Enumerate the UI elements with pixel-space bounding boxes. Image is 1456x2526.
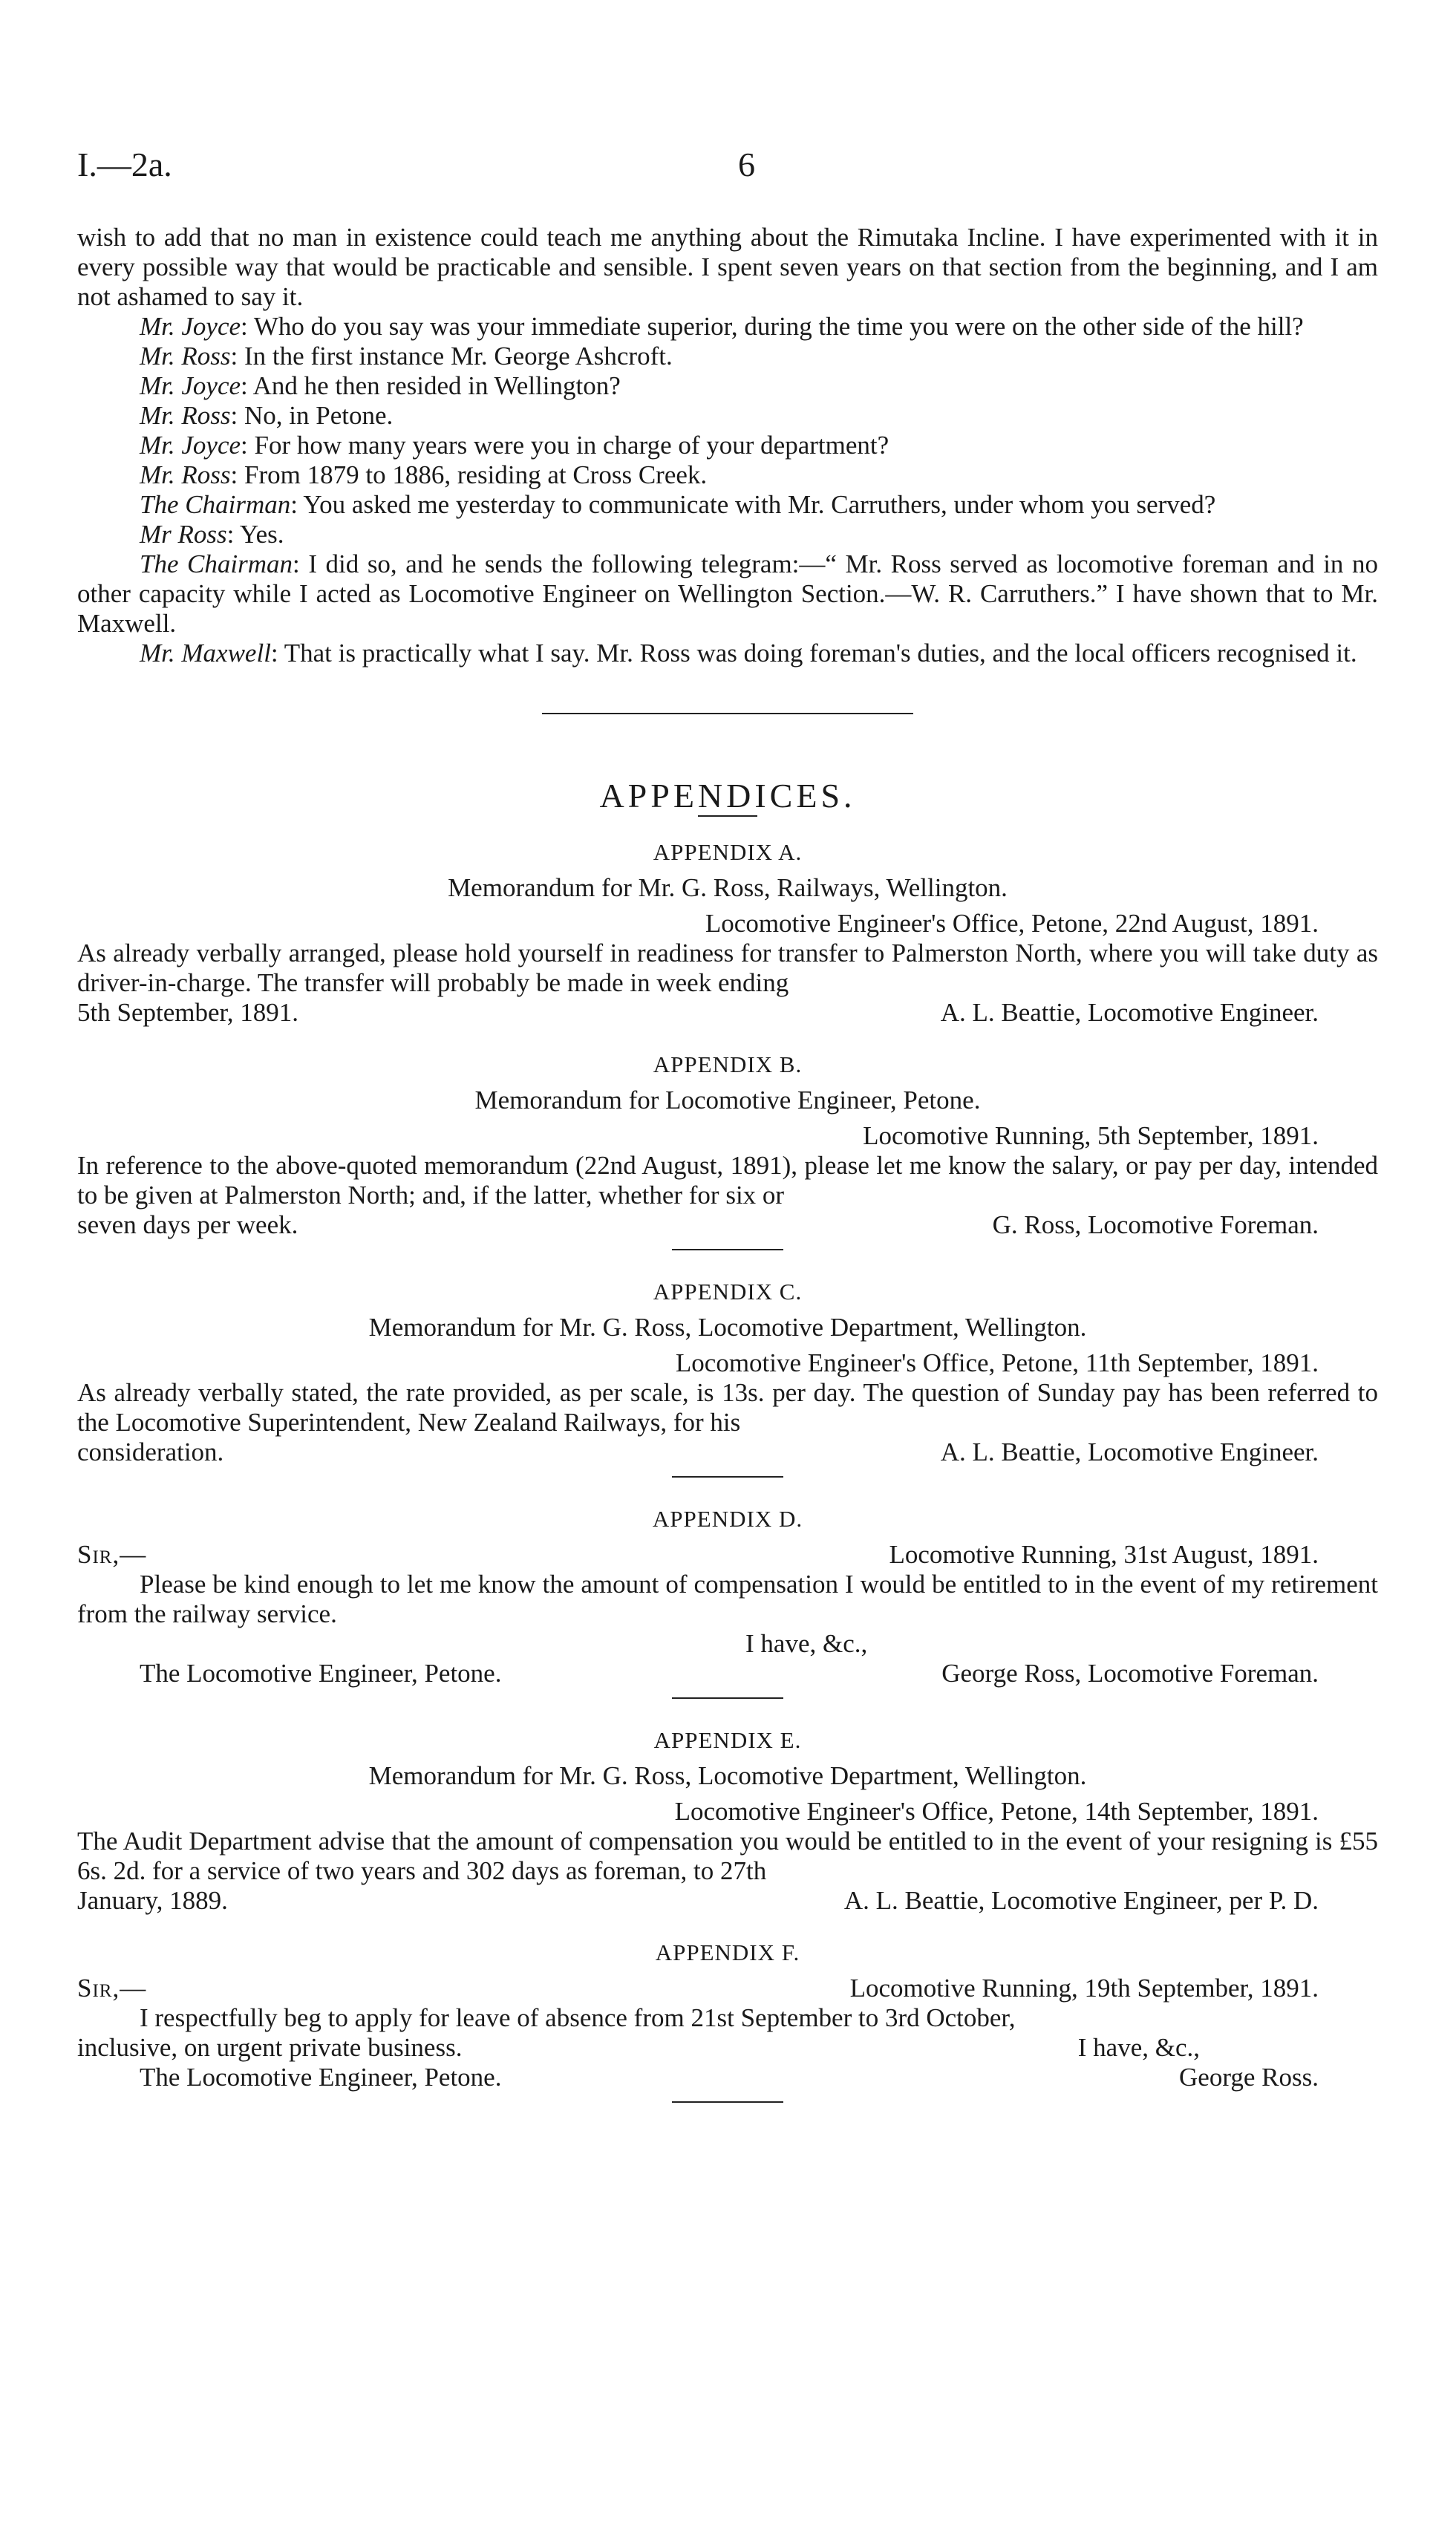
letter-addressee: The Locomotive Engineer, Petone. xyxy=(140,2063,502,2092)
document-reference: I.—2a. xyxy=(77,146,172,183)
memo-origin: Locomotive Engineer's Office, Petone, 14th September, 1891. xyxy=(674,1797,1319,1826)
transcript-paragraph: Mr. Ross: In the first instance Mr. George Ashcroft. xyxy=(140,342,673,371)
memo-last-line: January, 1889. xyxy=(77,1886,228,1915)
transcript-paragraph: Mr. Ross: No, in Petone. xyxy=(140,401,394,430)
letter-salutation-row xyxy=(77,1540,1378,1570)
memorandum-line: Memorandum for Mr. G. Ross, Railways, Wellington. xyxy=(448,873,1008,902)
memo-origin: Locomotive Running, 5th September, 1891. xyxy=(863,1121,1319,1150)
appendix-a xyxy=(77,838,1378,1028)
appendix-d xyxy=(77,1504,1378,1688)
letter-closing: I have, &c., xyxy=(1077,2033,1200,2062)
appendix-heading: APPENDIX C. xyxy=(653,1279,803,1305)
appendix-divider xyxy=(672,1249,783,1250)
letter-closing: I have, &c., xyxy=(745,1629,868,1658)
page-header xyxy=(77,145,1379,189)
memo-origin: Locomotive Engineer's Office, Petone, 11th September, 1891. xyxy=(675,1348,1319,1377)
memo-last-line: consideration. xyxy=(77,1437,224,1466)
letter-signature: George Ross, Locomotive Foreman. xyxy=(941,1659,1319,1688)
memo-body: As already verbally stated, the rate provided, as per scale, is 13s. per day. The question of Sunday pay has been referred to the Locomotive Superintendent, New Zealand Railways, for his xyxy=(77,1378,1378,1437)
speaker-name: Mr. Ross xyxy=(140,401,231,430)
transcript-paragraph: Mr. Joyce: Who do you say was your immediate superior, during the time you were on the other side of the hill? xyxy=(140,312,1304,341)
letter-salutation: Sir,— xyxy=(77,1974,147,2003)
speaker-name: Mr. Joyce xyxy=(140,312,241,341)
appendix-b xyxy=(77,1050,1378,1240)
transcript-paragraph: Mr. Maxwell: That is practically what I say. Mr. Ross was doing foreman's duties, and the local officers recognised it. xyxy=(140,639,1357,668)
transcript-paragraph: Mr. Joyce: And he then resided in Wellington? xyxy=(140,371,621,400)
memo-last-line: seven days per week. xyxy=(77,1210,298,1239)
speaker-name: Mr. Ross xyxy=(140,460,231,489)
memo-last-line: 5th September, 1891. xyxy=(77,998,298,1027)
memo-closing-line xyxy=(77,998,1378,1028)
appendix-divider xyxy=(672,1697,783,1699)
appendix-divider xyxy=(672,1476,783,1478)
page-number: 6 xyxy=(738,146,755,183)
appendix-heading: APPENDIX D. xyxy=(652,1506,803,1532)
title-underline xyxy=(698,815,757,817)
memo-closing-line xyxy=(77,1437,1378,1467)
document-body xyxy=(77,223,1378,2130)
speaker-name: The Chairman xyxy=(140,490,291,519)
speaker-name: Mr. Maxwell xyxy=(140,639,271,668)
memo-closing-line xyxy=(77,1210,1378,1240)
transcript-paragraph: The Chairman: I did so, and he sends the following telegram:—“ Mr. Ross served as locomotive foreman and in no other capacity while I acted as Locomotive Engineer on Wellington Section.—W. R. Carruthers.” I have shown that to Mr. Maxwell. xyxy=(77,549,1378,638)
speaker-name: Mr Ross xyxy=(140,520,227,549)
letter-signoff-row xyxy=(77,2063,1378,2092)
memo-body: As already verbally arranged, please hold yourself in readiness for transfer to Palmerston North, where you will take duty as driver-in-charge. The transfer will probably be made in week ending xyxy=(77,939,1378,997)
memo-signature: A. L. Beattie, Locomotive Engineer. xyxy=(940,998,1319,1027)
letter-signature: George Ross. xyxy=(1179,2063,1319,2092)
speaker-name: Mr. Joyce xyxy=(140,431,241,460)
speaker-name: Mr. Joyce xyxy=(140,371,241,400)
memo-signature: A. L. Beattie, Locomotive Engineer. xyxy=(940,1437,1319,1466)
memo-origin: Locomotive Engineer's Office, Petone, 22nd August, 1891. xyxy=(705,909,1319,938)
transcript-paragraph: wish to add that no man in existence could teach me anything about the Rimutaka Incline. I have experimented with it in every possible way that would be practicable and sensible. I spent seven years on that section from the beginning, and I am not ashamed to say it. xyxy=(77,223,1378,311)
speaker-name: Mr. Ross xyxy=(140,342,231,371)
memorandum-line: Memorandum for Mr. G. Ross, Locomotive Department, Wellington. xyxy=(368,1313,1087,1342)
memorandum-line: Memorandum for Locomotive Engineer, Petone. xyxy=(474,1086,981,1114)
letter-addressee: The Locomotive Engineer, Petone. xyxy=(140,1659,502,1688)
letter-body-closing-row xyxy=(77,2033,1378,2063)
memo-signature: A. L. Beattie, Locomotive Engineer, per P. D. xyxy=(843,1886,1319,1915)
letter-body: I respectfully beg to apply for leave of absence from 21st September to 3rd October, xyxy=(140,2003,1016,2032)
letter-salutation: Sir,— xyxy=(77,1540,147,1569)
evidence-transcript xyxy=(77,223,1378,668)
appendix-e xyxy=(77,1726,1378,1916)
end-divider xyxy=(672,2101,783,2103)
speaker-name: The Chairman xyxy=(140,549,293,578)
memo-body: In reference to the above-quoted memorandum (22nd August, 1891), please let me know the salary, or pay per day, intended to be given at Palmerston North; and, if the latter, whether for six or xyxy=(77,1151,1378,1210)
appendix-c xyxy=(77,1277,1378,1467)
letter-origin: Locomotive Running, 31st August, 1891. xyxy=(889,1540,1319,1569)
memo-signature: G. Ross, Locomotive Foreman. xyxy=(992,1210,1319,1239)
transcript-paragraph: Mr Ross: Yes. xyxy=(140,520,284,549)
appendix-heading: APPENDIX B. xyxy=(653,1051,803,1077)
letter-signoff-row xyxy=(77,1659,1378,1688)
transcript-paragraph: Mr. Ross: From 1879 to 1886, residing at Cross Creek. xyxy=(140,460,708,489)
memo-closing-line xyxy=(77,1886,1378,1916)
letter-salutation-row xyxy=(77,1974,1378,2003)
appendix-f xyxy=(77,1938,1378,2092)
appendices-title: APPENDICES. xyxy=(599,777,856,815)
appendix-heading: APPENDIX A. xyxy=(653,839,803,865)
memo-body: The Audit Department advise that the amount of compensation you would be entitled to in the event of your resigning is £55 6s. 2d. for a service of two years and 302 days as foreman, to 27th xyxy=(77,1827,1378,1885)
appendix-heading: APPENDIX E. xyxy=(653,1727,802,1753)
letter-body: Please be kind enough to let me know the amount of compensation I would be entitled to in the event of my retirement from the railway service. xyxy=(77,1570,1378,1628)
letter-body-continued: inclusive, on urgent private business. xyxy=(77,2033,463,2062)
letter-origin: Locomotive Running, 19th September, 1891. xyxy=(849,1974,1319,2003)
appendix-heading: APPENDIX F. xyxy=(655,1939,800,1965)
memorandum-line: Memorandum for Mr. G. Ross, Locomotive Department, Wellington. xyxy=(368,1761,1087,1790)
transcript-paragraph: Mr. Joyce: For how many years were you in charge of your department? xyxy=(140,431,889,460)
section-divider xyxy=(542,713,913,714)
transcript-paragraph: The Chairman: You asked me yesterday to communicate with Mr. Carruthers, under whom you served? xyxy=(140,490,1216,519)
